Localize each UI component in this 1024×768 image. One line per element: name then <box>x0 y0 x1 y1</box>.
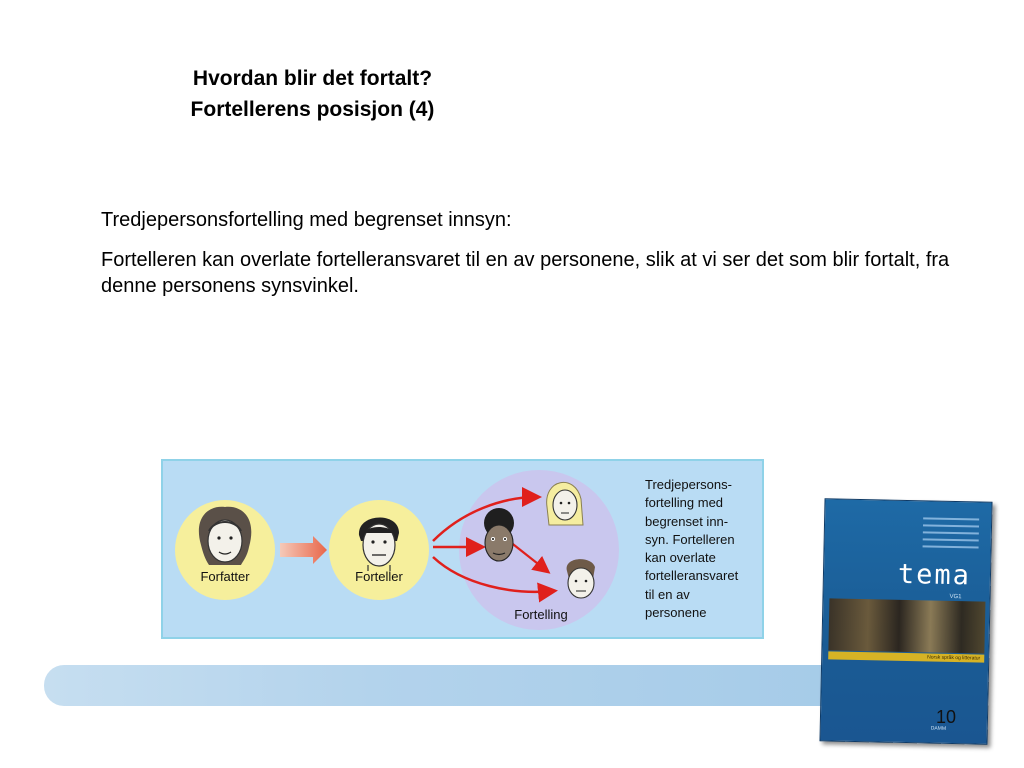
caption-line: til en av <box>645 586 690 602</box>
book-publisher: DAMM <box>930 725 947 732</box>
diagram-caption <box>645 476 763 622</box>
caption-line: syn. Fortelleren <box>645 531 735 547</box>
title-line-1: Hvordan blir det fortalt? <box>192 67 433 90</box>
slide-title <box>130 63 495 125</box>
narrator-label: Forteller <box>355 569 403 584</box>
slide-body <box>101 207 961 313</box>
caption-line: kan overlate <box>645 550 716 566</box>
book-title: tema <box>897 558 972 592</box>
book-subtitle: VG1 <box>949 593 962 601</box>
footer-band <box>44 665 864 706</box>
author-face-icon <box>199 507 251 565</box>
man-character-icon <box>567 559 595 598</box>
title-line-2: Fortellerens posisjon (4) <box>190 98 435 121</box>
paragraph-heading: Tredjepersonsfortelling med begrenset innsyn: <box>101 209 512 231</box>
book-cover <box>819 498 992 744</box>
book-author-lines <box>922 517 979 553</box>
book-photo <box>828 598 985 653</box>
middle-character-icon <box>484 508 514 561</box>
caption-line: fortelling med <box>645 495 724 511</box>
caption-line: Tredjepersons- <box>645 477 732 492</box>
paragraph-description: Fortelleren kan overlate fortelleransvaret til en av personene, slik at vi ser det som blir fortalt, fra denne personens synsvinkel. <box>101 249 950 297</box>
story-label: Fortelling <box>514 607 568 622</box>
book-strip: Norsk språk og litteratur <box>828 651 984 662</box>
page-number: 10 <box>936 707 957 727</box>
caption-line: fortelleransvaret <box>645 568 739 584</box>
book-cover-image <box>822 500 990 743</box>
caption-line: begrenset inn- <box>645 513 729 529</box>
flow-arrow-icon <box>280 536 327 564</box>
story-circle <box>459 470 619 630</box>
author-label: Forfatter <box>200 569 250 584</box>
caption-line: personene <box>645 605 707 621</box>
narrator-diagram <box>161 459 764 639</box>
